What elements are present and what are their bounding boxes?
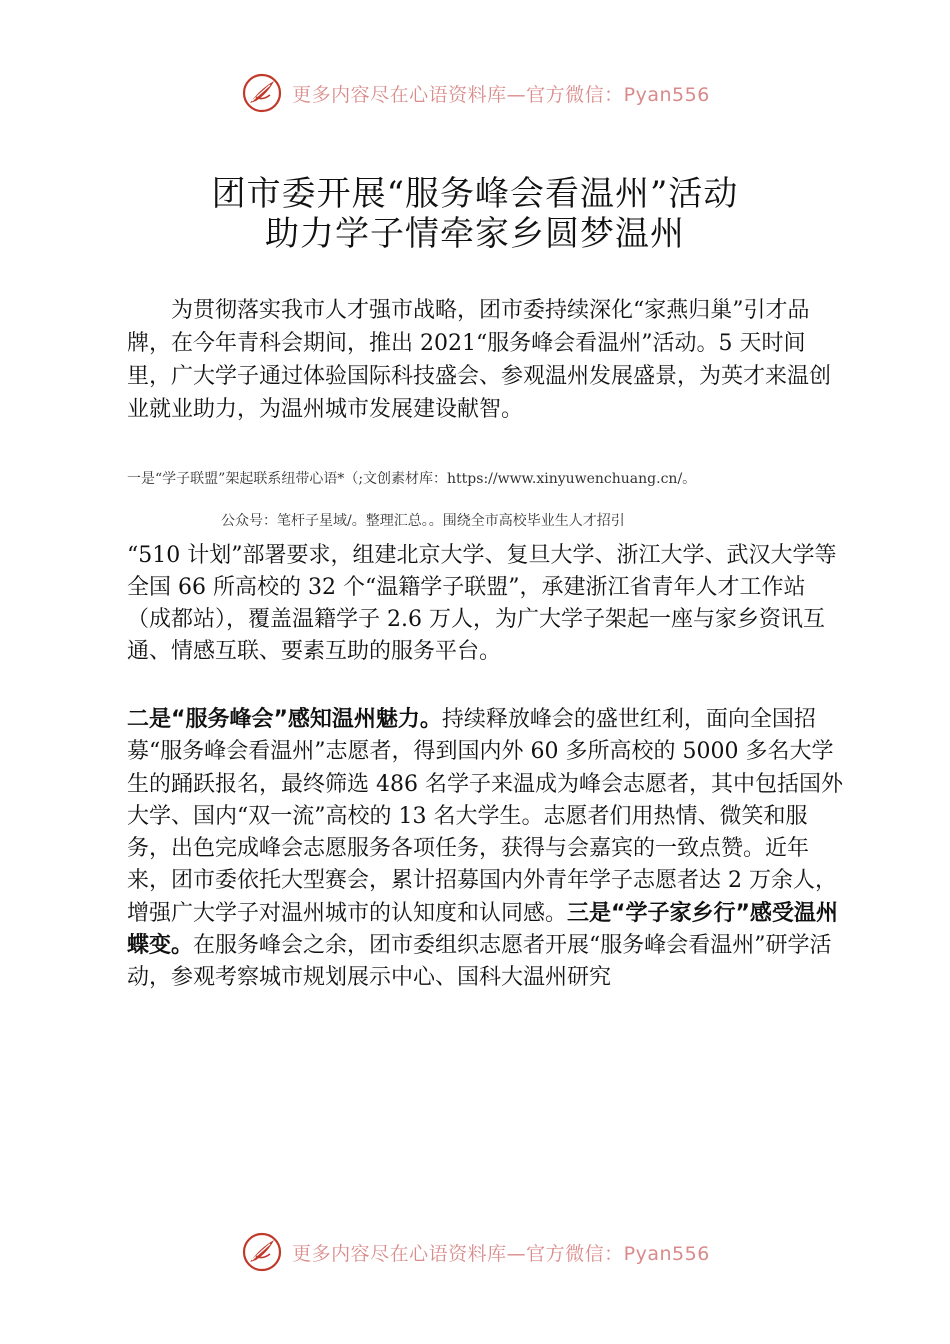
intro-paragraph: 为贯彻落实我市人才强市战略，团市委持续深化“家燕归巢”引才品牌，在今年青科会期间，推出 2021“服务峰会看温州”活动。5 天时间里，广大学子通过体验国际科技盛会、参观温州发展盛景，为英才来温创业就业助力，为温州城市发展建设献智。 <box>127 298 832 422</box>
quill-logo-icon <box>240 1230 284 1274</box>
header-banner <box>0 68 950 118</box>
section-text-3: 在服务峰会之余，团市委组织志愿者开展“服务峰会看温州”研学活动，参观考察城市规划展示中心、国科大温州研究 <box>127 933 832 991</box>
footer-banner <box>0 1227 950 1277</box>
quill-logo-icon <box>240 71 284 115</box>
page-title-line1: 团市委开展“服务峰会看温州”活动 <box>211 174 739 214</box>
source-note-line1: 一是“学子联盟”架起联系纽带心语*（;文创素材库：https://www.xinyuwenchuang.cn/。 <box>127 471 697 487</box>
page-title-line2: 助力学子情牵家乡圆梦温州 <box>265 214 685 254</box>
section-heading-3: 三是“学子家乡行”感受温州蝶变。 <box>127 900 838 959</box>
section-text-2: 持续释放峰会的盛世红利，面向全国招募“服务峰会看温州”志愿者，得到国内外 60 多所高校的 5000 多名大学生的踊跃报名，最终筛选 486 名学子来温成为峰会志愿者，其中包括国外大学、国内“双一流”高校的 13 名大学生。志愿者们用热情、微笑和服务，出色完成峰会志愿服务各项任务，获得与会嘉宾的一致点赞。近年来，团市委依托大型赛会，累计招募国内外青年学子志愿者达 2 万余人，增强广大学子对温州城市的认知度和认同感。 <box>127 707 843 926</box>
summit-paragraph <box>127 704 847 995</box>
banner-text: 更多内容尽在心语资料库—官方微信：Pyan556 <box>292 1242 710 1265</box>
source-note-line2: 公众号：笔杆子星域/。整理汇总。。围绕全市高校毕业生人才招引 <box>221 513 625 529</box>
banner-text: 更多内容尽在心语资料库—官方微信：Pyan556 <box>292 83 710 106</box>
section-heading-2: 二是“服务峰会”感知温州魅力。 <box>127 707 442 732</box>
plan-paragraph: “510 计划”部署要求，组建北京大学、复旦大学、浙江大学、武汉大学等全国 66 所高校的 32 个“温籍学子联盟”，承建浙江省青年人才工作站（成都站），覆盖温籍学子 2.6 万人，为广大学子架起一座与家乡资讯互通、情感互联、要素互助的服务平台。 <box>127 543 837 664</box>
